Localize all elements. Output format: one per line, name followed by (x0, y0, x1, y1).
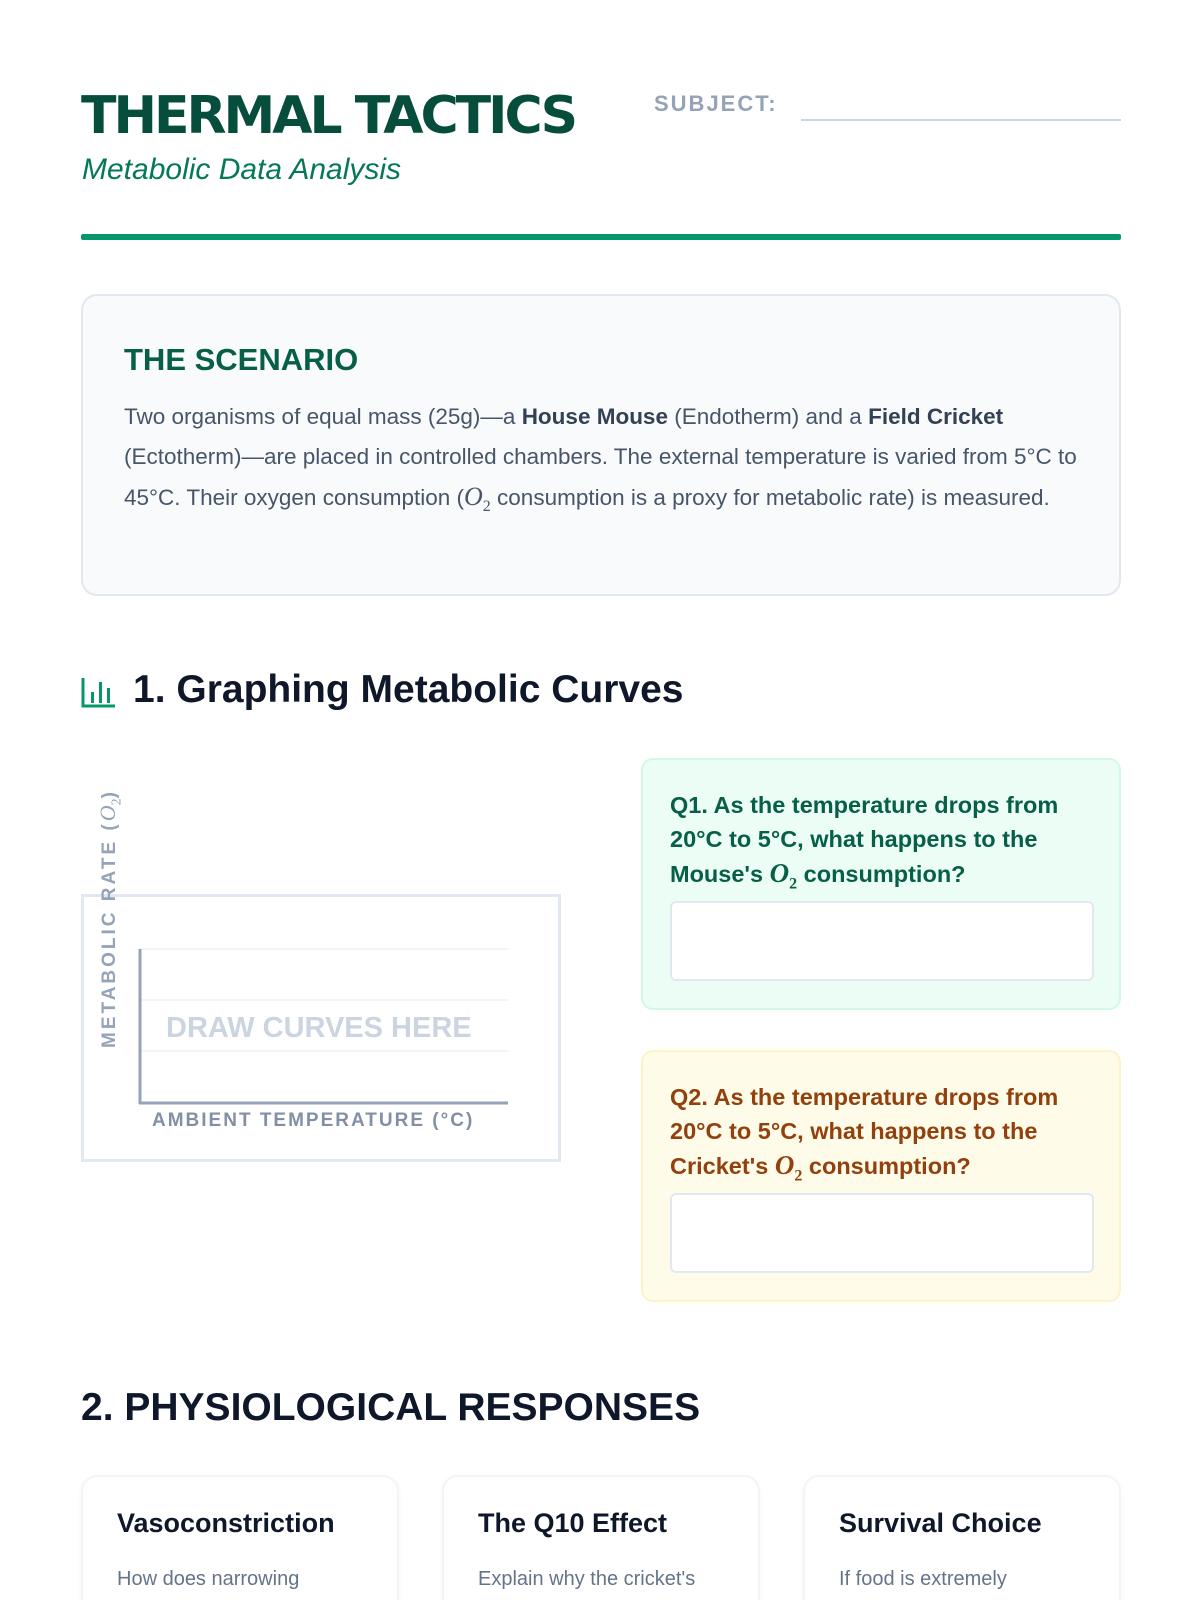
page-title: THERMAL TACTICS (81, 86, 576, 146)
x-axis-label: AMBIENT TEMPERATURE (°C) (152, 1110, 475, 1131)
response-card-q10-effect (442, 1475, 760, 1600)
question-2-card (641, 1050, 1121, 1302)
question-2-text: Q2. As the temperature drops from 20°C to 5°C, what happens to the Cricket's $O_2$ consumption? (670, 1084, 1059, 1185)
bar-chart-icon (81, 676, 117, 708)
card-text: If food is extremely (839, 1568, 1007, 1590)
scenario-text: Two organisms of equal mass (25g)—a House Mouse (Endotherm) and a Field Cricket (Ectotherm)—are placed in controlled chambers. The external temperature is varied from 5°C to 45°C. Their oxygen consumption ($O_2$ consumption is a proxy for metabolic rate) is measured. (124, 404, 1077, 516)
card-title: Survival Choice (839, 1508, 1042, 1538)
question-2-answer-box[interactable] (670, 1193, 1094, 1273)
subject-label: SUBJECT: (654, 91, 778, 116)
card-title: Vasoconstriction (117, 1508, 335, 1538)
scenario-title: THE SCENARIO (124, 342, 359, 377)
house-mouse-term: House Mouse (521, 404, 668, 429)
card-text: Explain why the cricket's (478, 1568, 696, 1590)
o2-formula: $O_2$ (464, 482, 491, 516)
question-1-card (641, 758, 1121, 1010)
section-1-title: 1. Graphing Metabolic Curves (133, 668, 684, 711)
header-divider (81, 234, 1121, 240)
subject-input-line[interactable] (801, 119, 1121, 121)
draw-placeholder: DRAW CURVES HERE (166, 1012, 472, 1044)
response-card-survival-choice (803, 1475, 1121, 1600)
scenario-card (81, 294, 1121, 596)
section-2-title: 2. PHYSIOLOGICAL RESPONSES (81, 1386, 701, 1429)
question-1-text: Q1. As the temperature drops from 20°C to 5°C, what happens to the Mouse's $O_2$ consumption? (670, 792, 1059, 893)
response-card-vasoconstriction (81, 1475, 399, 1600)
card-text: How does narrowing (117, 1568, 300, 1590)
question-1-answer-box[interactable] (670, 901, 1094, 981)
worksheet-header (81, 84, 1121, 244)
page-subtitle: Metabolic Data Analysis (82, 153, 402, 186)
field-cricket-term: Field Cricket (868, 404, 1004, 429)
card-title: The Q10 Effect (478, 1508, 668, 1538)
